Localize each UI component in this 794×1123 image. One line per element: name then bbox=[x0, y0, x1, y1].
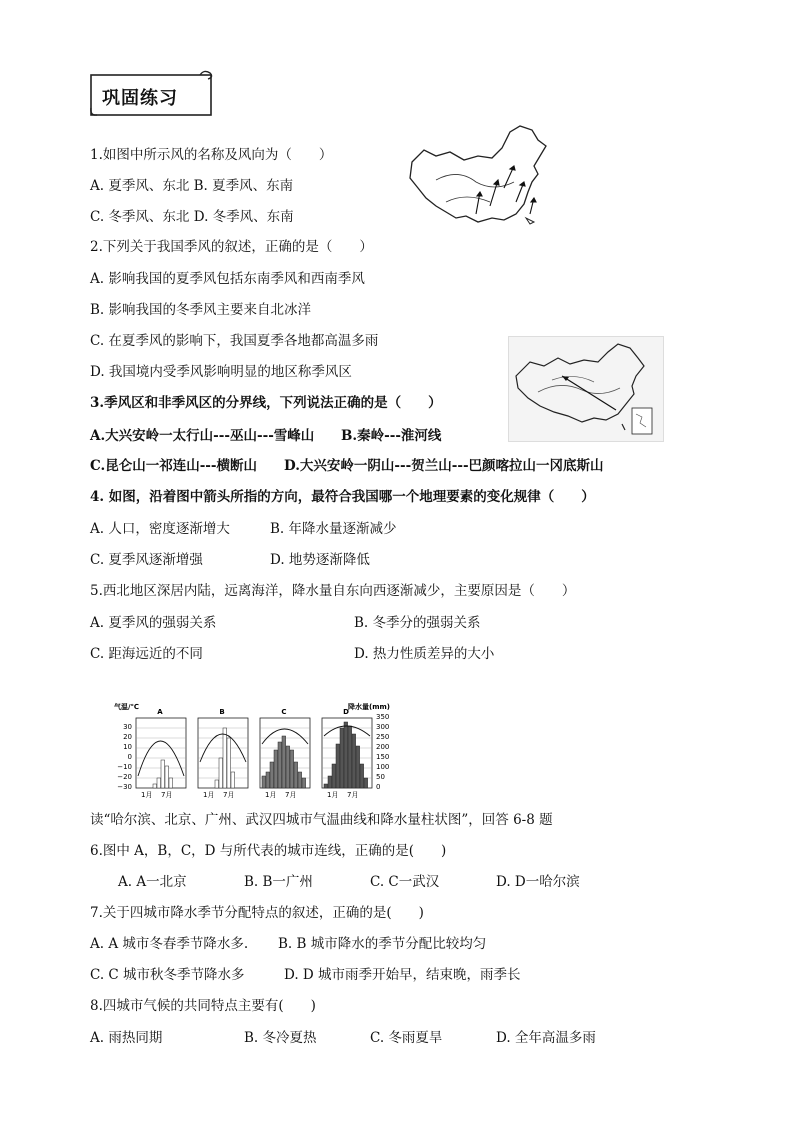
china-arrow-map bbox=[508, 336, 664, 442]
precip-tick: 250 bbox=[376, 733, 390, 741]
q3-option-c: C.昆仑山一祁连山---横断山 bbox=[90, 458, 258, 474]
q6-option-b: B. B一广州 bbox=[244, 874, 313, 890]
q5-option-d: D. 热力性质差异的大小 bbox=[354, 646, 495, 662]
q4-option-a: A. 人口，密度逐渐增大 bbox=[90, 521, 230, 537]
panel-a bbox=[136, 708, 186, 799]
temp-ticks bbox=[117, 723, 132, 791]
precip-tick: 350 bbox=[376, 713, 390, 721]
month-label: 7月 bbox=[285, 791, 297, 799]
china-wind-map bbox=[406, 122, 552, 230]
q7-option-b: B. B 城市降水的季节分配比较均匀 bbox=[278, 936, 487, 952]
q7-option-c: C. C 城市秋冬季节降水多 bbox=[90, 967, 245, 983]
panel-b bbox=[198, 708, 248, 799]
temp-tick: 10 bbox=[123, 743, 132, 751]
q7-option-a: A. A 城市冬春季节降水多. bbox=[90, 936, 249, 952]
precip-tick: 200 bbox=[376, 743, 390, 751]
section-title: 巩固练习 bbox=[102, 88, 178, 109]
q6-stem: 6.图中 A，B，C，D 与所代表的城市连线，正确的是( ) bbox=[90, 843, 447, 859]
precip-tick: 0 bbox=[376, 783, 381, 791]
climate-charts-figure bbox=[108, 700, 412, 800]
q2-option-a: A. 影响我国的夏季风包括东南季风和西南季风 bbox=[90, 271, 365, 287]
q7-stem: 7.关于四城市降水季节分配特点的叙述，正确的是( ) bbox=[90, 905, 424, 921]
precip-tick: 100 bbox=[376, 763, 390, 771]
q6-option-d: D. D一哈尔滨 bbox=[496, 874, 580, 890]
precip-axis-label: 降水量(mm) bbox=[348, 703, 390, 711]
q5-option-a: A. 夏季风的强弱关系 bbox=[90, 615, 217, 631]
q8-option-b: B. 冬冷夏热 bbox=[244, 1030, 317, 1046]
q8-option-c: C. 冬雨夏旱 bbox=[370, 1030, 443, 1046]
precip-ticks bbox=[376, 713, 389, 791]
month-label: 1月 bbox=[265, 791, 277, 799]
q4-stem: 4. 如图，沿着图中箭头所指的方向，最符合我国哪一个地理要素的变化规律（ ） bbox=[90, 489, 595, 505]
q3-option-d: D.大兴安岭一阴山---贺兰山---巴颜喀拉山一冈底斯山 bbox=[284, 458, 604, 474]
read-prompt: 读“哈尔滨、北京、广州、武汉四城市气温曲线和降水量柱状图”，回答 6-8 题 bbox=[90, 812, 553, 828]
month-label: 7月 bbox=[347, 791, 359, 799]
q6-option-c: C. C一武汉 bbox=[370, 874, 440, 890]
q8-option-a: A. 雨热同期 bbox=[90, 1030, 163, 1046]
panel-label: B bbox=[219, 708, 225, 716]
q5-stem: 5.西北地区深居内陆，远离海洋，降水量自东向西逐渐减少，主要原因是（ ） bbox=[90, 583, 576, 599]
q4-option-b: B. 年降水量逐渐减少 bbox=[270, 521, 397, 537]
precip-tick: 300 bbox=[376, 723, 390, 731]
month-label: 7月 bbox=[223, 791, 235, 799]
temp-tick: 30 bbox=[123, 723, 132, 731]
q5-option-b: B. 冬季分的强弱关系 bbox=[354, 615, 481, 631]
temp-tick: −30 bbox=[117, 783, 132, 791]
q5-option-c: C. 距海远近的不同 bbox=[90, 646, 203, 662]
q1-options-ab: A. 夏季风、东北 B. 夏季风、东南 bbox=[90, 178, 294, 194]
q1-stem: 1.如图中所示风的名称及风向为（ ） bbox=[90, 147, 333, 163]
precip-tick: 150 bbox=[376, 753, 390, 761]
temp-axis-label: 气温/℃ bbox=[114, 703, 140, 711]
panel-label: A bbox=[157, 708, 163, 716]
panel-label: C bbox=[281, 708, 287, 716]
q2-option-d: D. 我国境内受季风影响明显的地区称季风区 bbox=[90, 364, 352, 380]
month-label: 1月 bbox=[203, 791, 215, 799]
q8-option-d: D. 全年高温多雨 bbox=[496, 1030, 596, 1046]
q4-option-d: D. 地势逐渐降低 bbox=[270, 552, 370, 568]
temp-tick: −20 bbox=[117, 773, 132, 781]
month-label: 1月 bbox=[327, 791, 339, 799]
q3-option-a: A.大兴安岭一太行山---巫山---雪峰山 bbox=[90, 428, 315, 444]
q2-option-b: B. 影响我国的冬季风主要来自北冰洋 bbox=[90, 302, 312, 318]
month-label: 1月 bbox=[141, 791, 153, 799]
panel-label: D bbox=[343, 708, 349, 716]
section-banner bbox=[90, 70, 214, 116]
month-label: 7月 bbox=[161, 791, 173, 799]
panel-c bbox=[260, 708, 310, 799]
temp-tick: −10 bbox=[117, 763, 132, 771]
temp-tick: 20 bbox=[123, 733, 132, 741]
q2-stem: 2.下列关于我国季风的叙述，正确的是（ ） bbox=[90, 239, 373, 255]
precip-tick: 50 bbox=[376, 773, 385, 781]
q3-stem: 3.季风区和非季风区的分界线，下列说法正确的是（ ） bbox=[90, 395, 442, 411]
q4-option-c: C. 夏季风逐渐增强 bbox=[90, 552, 203, 568]
temp-tick: 0 bbox=[127, 753, 132, 761]
q6-option-a: A. A一北京 bbox=[118, 874, 187, 890]
q8-stem: 8.四城市气候的共同特点主要有( ) bbox=[90, 998, 316, 1014]
panel-d bbox=[322, 708, 372, 799]
q3-option-b: B.秦岭---淮河线 bbox=[341, 428, 442, 444]
q7-option-d: D. D 城市雨季开始早，结束晚，雨季长 bbox=[284, 967, 521, 983]
q2-option-c: C. 在夏季风的影响下，我国夏季各地都高温多雨 bbox=[90, 333, 379, 349]
q1-options-cd: C. 冬季风、东北 D. 冬季风、东南 bbox=[90, 209, 294, 225]
